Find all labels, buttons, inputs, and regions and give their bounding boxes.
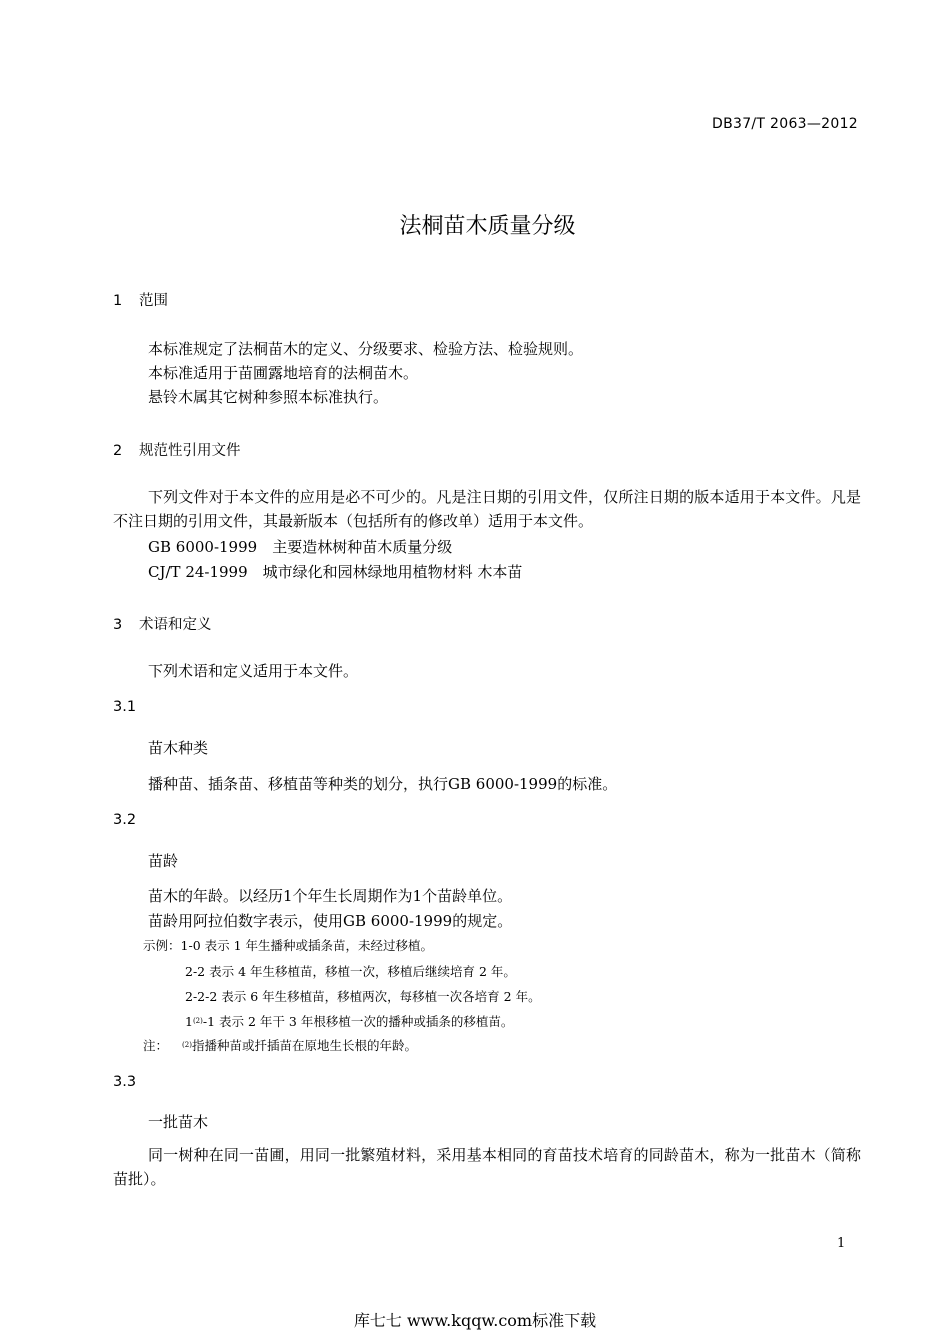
s1-para-3: 悬铃木属其它树种参照本标准执行。 [148,388,389,406]
document-code: DB37/T 2063—2012 [712,116,858,132]
s2-intro: 下列文件对于本文件的应用是必不可少的。凡是注日期的引用文件，仅所注日期的版本适用于本文件。凡是不注日期的引用文件，其最新版本（包括所有的修改单）适用于本文件。 [113,488,861,530]
note-superscript: (2) [182,1041,192,1049]
example-2: 2-2 表示 4 年生移植苗，移植一次，移植后继续培育 2 年。 [185,964,516,979]
term-3-1: 苗木种类 [148,739,209,757]
page-title: 法桐苗木质量分级 [399,214,576,239]
section-3-2-number: 3.2 [113,812,137,828]
example-label: 示例： [143,938,181,953]
section-1-title: 范围 [139,293,168,309]
note [143,1036,417,1054]
def-3-1: 播种苗、插条苗、移植苗等种类的划分，执行GB 6000-1999的标准。 [148,775,618,793]
s1-para-1: 本标准规定了法桐苗木的定义、分级要求、检验方法、检验规则。 [148,340,584,358]
section-3-1-number: 3.1 [113,699,137,715]
section-2-title: 规范性引用文件 [139,443,241,459]
note-text: 指播种苗或扦插苗在原地生长根的年龄。 [191,1038,417,1053]
def-3-3: 同一树种在同一苗圃，用同一批繁殖材料，采用基本相同的育苗技术培育的同龄苗木，称为一批苗木（简称苗批）。 [113,1146,861,1188]
def-3-2-line-2: 苗龄用阿拉伯数字表示，使用GB 6000-1999的规定。 [148,912,513,930]
section-1-heading [113,289,168,310]
s1-para-2: 本标准适用于苗圃露地培育的法桐苗木。 [148,364,419,382]
section-3-heading [113,613,212,634]
page-number: 1 [837,1236,846,1251]
term-3-2: 苗龄 [148,852,179,870]
example-4 [185,1012,513,1030]
example-1-text: 1-0 表示 1 年生播种或插条苗，未经过移植。 [180,938,434,953]
footer-watermark: 库七七 www.kqqw.com标准下载 [353,1311,597,1330]
note-label: 注： [143,1038,169,1053]
example-1 [143,936,433,954]
example-3: 2-2-2 表示 6 年生移植苗，移植两次，每移植一次各培育 2 年。 [185,989,541,1004]
def-3-2-line-1: 苗木的年龄。以经历1个年生长周期作为1个苗龄单位。 [148,887,513,905]
s3-intro: 下列术语和定义适用于本文件。 [148,662,359,680]
example-4-text: -1 表示 2 年干 3 年根移植一次的播种或插条的移植苗。 [202,1014,514,1029]
s2-ref-1: GB 6000-1999 主要造林树种苗木质量分级 [148,538,453,556]
section-3-3-number: 3.3 [113,1074,137,1090]
example-4-superscript: (2) [192,1017,203,1025]
s2-ref-2: CJ/T 24-1999 城市绿化和园林绿地用植物材料 木本苗 [148,563,523,581]
term-3-3: 一批苗木 [148,1113,209,1131]
section-2-number: 2 [113,443,123,459]
section-1-number: 1 [113,293,123,309]
section-3-number: 3 [113,617,123,633]
section-2-heading [113,439,241,460]
section-3-title: 术语和定义 [139,617,212,633]
example-4-prefix: 1 [185,1014,193,1029]
